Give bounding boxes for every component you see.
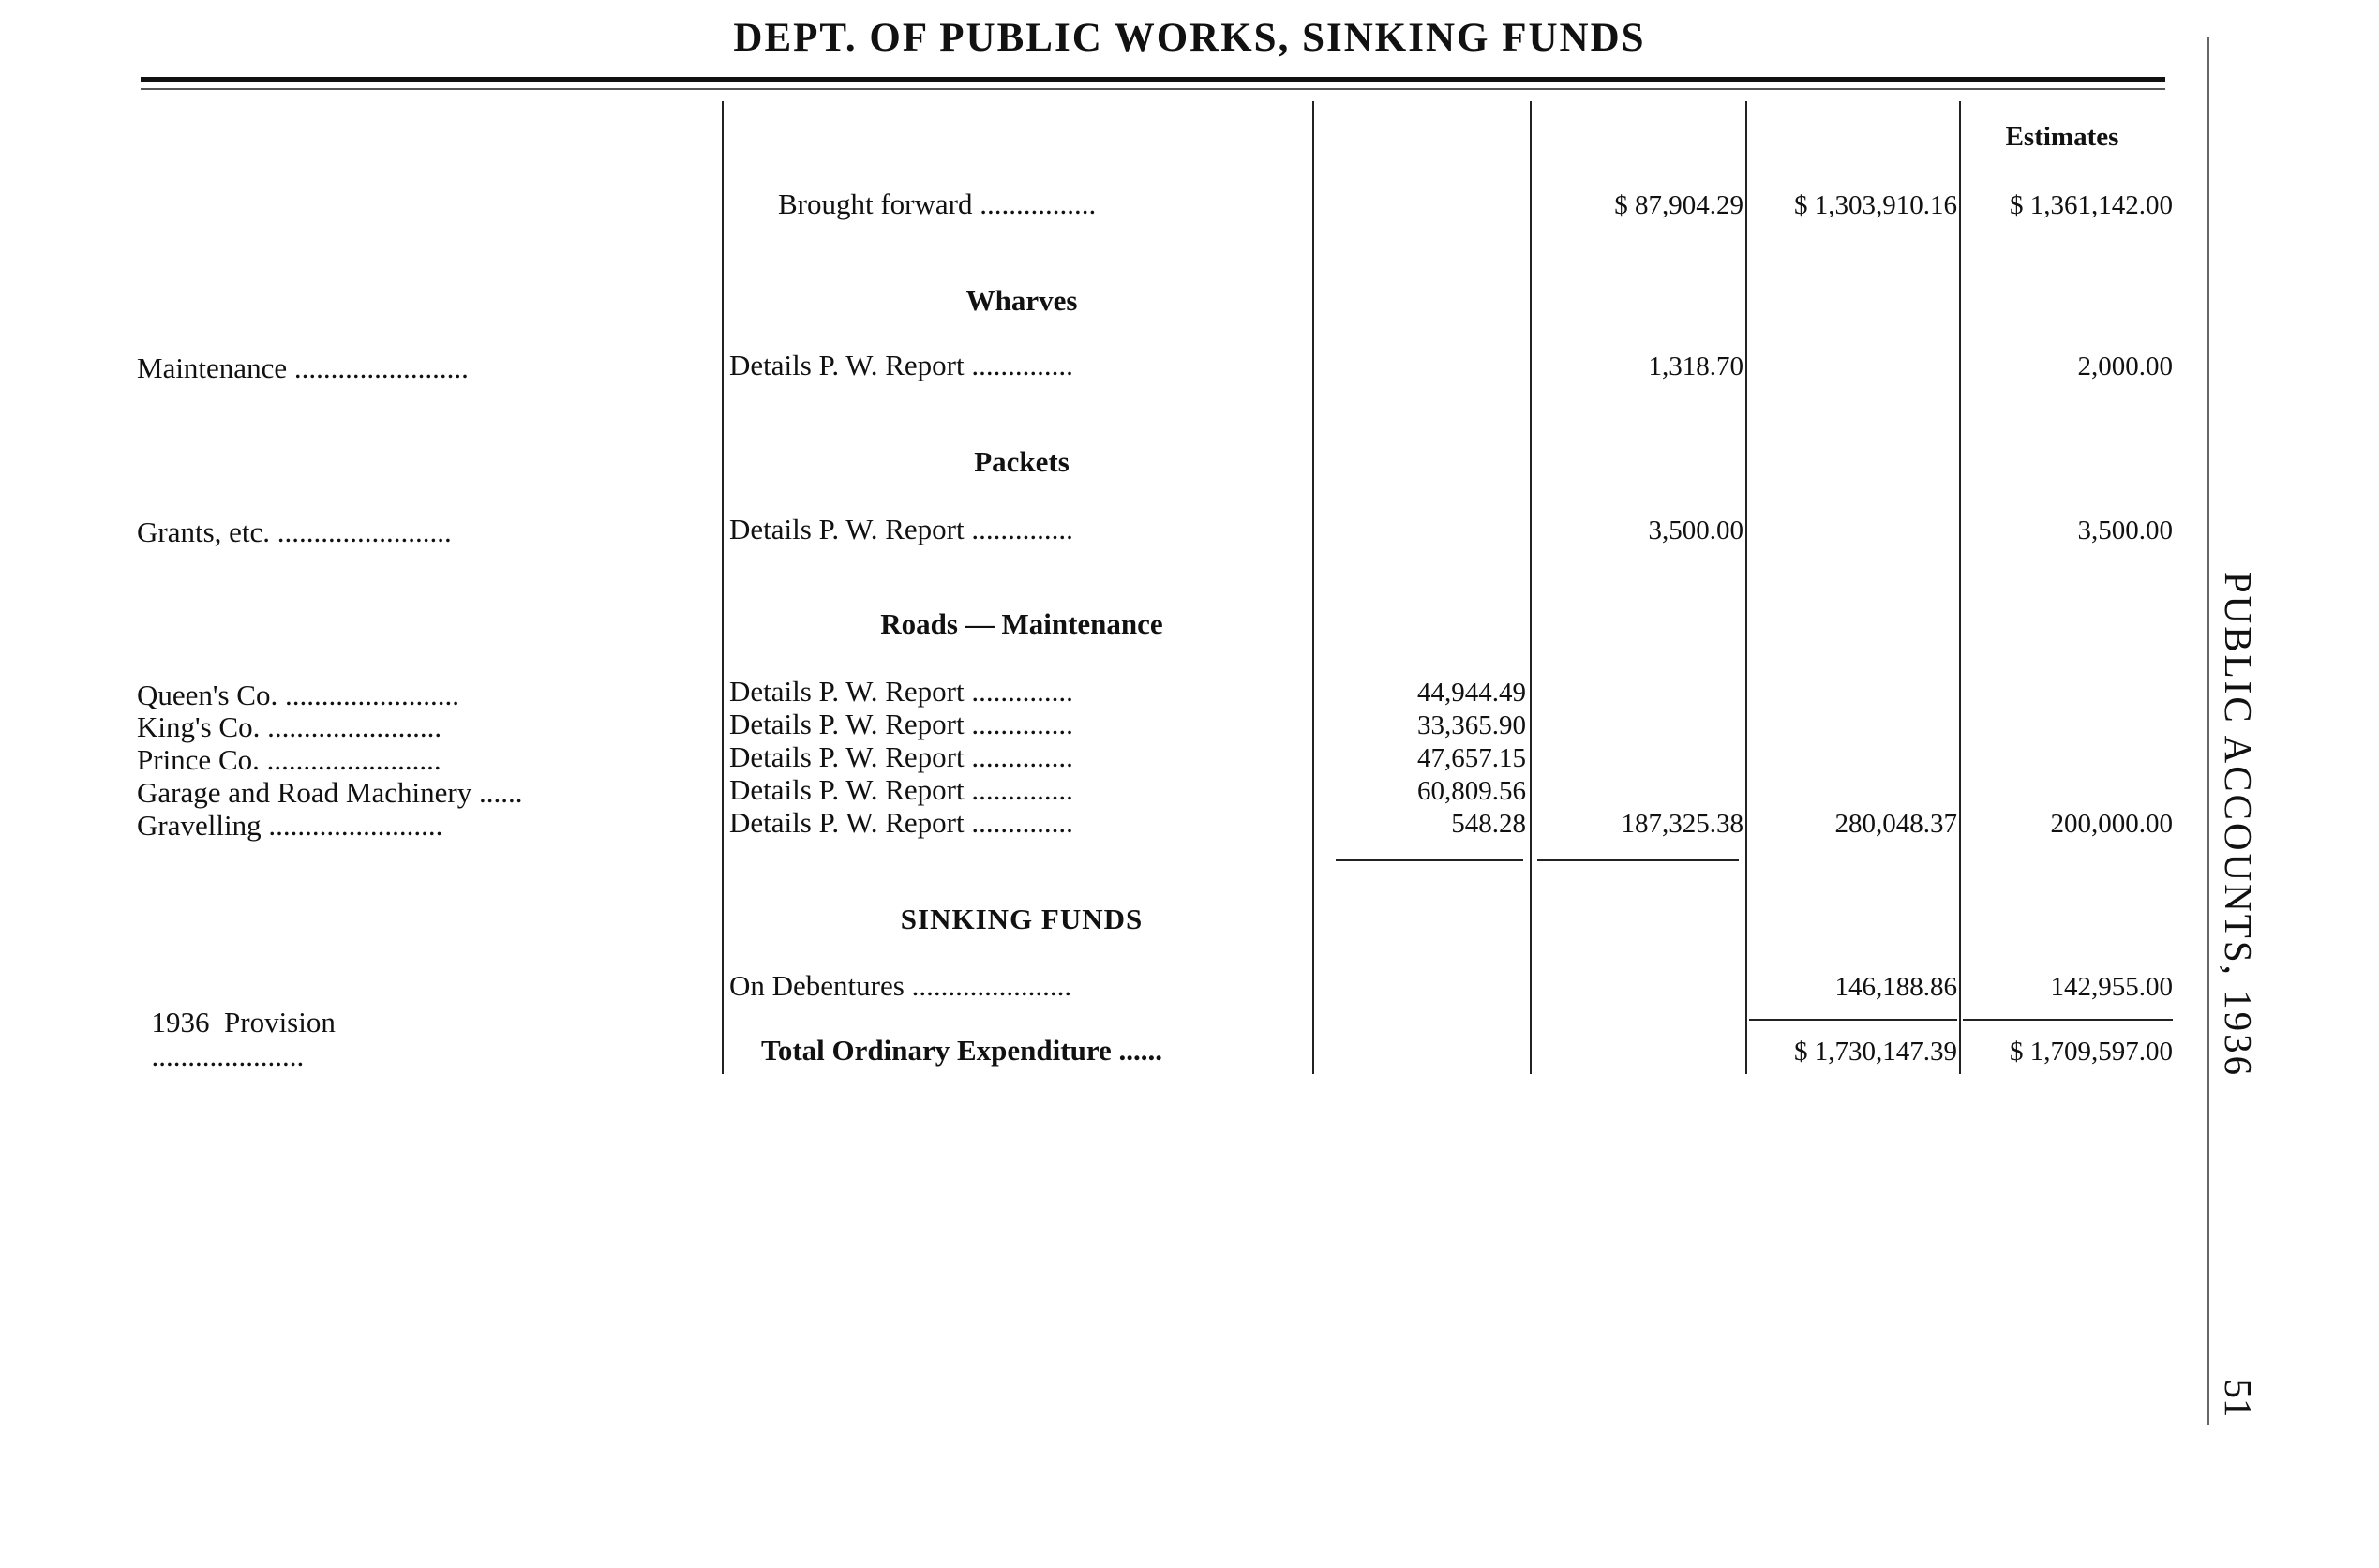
leader-dots: .............. — [971, 513, 1073, 545]
label-text: 1936 Provision — [151, 1006, 336, 1038]
row-prince-label — [137, 743, 441, 777]
leader-dots: ........................ — [267, 710, 442, 743]
row-garage-c2: 60,809.56 — [1417, 776, 1526, 806]
leader-dots: ...... — [478, 776, 523, 809]
label-text: King's Co. — [137, 710, 261, 743]
header-rule-thin — [141, 88, 2165, 90]
running-title: PUBLIC ACCOUNTS, 1936 — [2217, 571, 2260, 1079]
row-gravelling-desc — [729, 806, 1073, 840]
section-wharves: Wharves — [965, 284, 1078, 317]
label-text: Queen's Co. — [137, 679, 278, 711]
row-gravelling-label — [137, 809, 442, 843]
section-packets: Packets — [974, 445, 1070, 478]
estimates-header: Estimates — [2005, 122, 2119, 152]
column-rule-3 — [1530, 101, 1532, 1074]
total-rule-c4 — [1749, 1019, 1957, 1021]
row-queens-c2: 44,944.49 — [1417, 678, 1526, 708]
leader-dots: ........................ — [284, 679, 459, 711]
label-text: Grants, etc. — [137, 515, 271, 548]
brought-forward-label: Brought forward — [778, 187, 973, 220]
desc-text: Details P. W. Report — [729, 513, 965, 545]
section-roads: Roads — Maintenance — [880, 607, 1163, 640]
label-text: Prince Co. — [137, 743, 260, 776]
row-maintenance-c3: 1,318.70 — [1648, 351, 1743, 381]
row-queens-desc — [729, 675, 1073, 709]
brought-forward-c3: $ 87,904.29 — [1614, 190, 1743, 220]
column-rule-1 — [722, 101, 724, 1074]
row-provision-desc — [729, 969, 1071, 1003]
leader-dots: ........................ — [277, 515, 452, 548]
row-maintenance-desc — [729, 349, 1073, 382]
subtotal-rule-c3 — [1537, 859, 1739, 861]
total-rule-c5 — [1963, 1019, 2173, 1021]
desc-text: Details P. W. Report — [729, 806, 965, 839]
row-provision-c4: 146,188.86 — [1834, 972, 1957, 1002]
row-kings-label — [137, 710, 441, 744]
row-provision-c5: 142,955.00 — [2050, 972, 2173, 1002]
leader-dots: .............. — [971, 675, 1073, 708]
leader-dots: ...... — [1118, 1034, 1163, 1067]
page-title: DEPT. OF PUBLIC WORKS, SINKING FUNDS — [733, 16, 1646, 60]
total-c4: $ 1,730,147.39 — [1794, 1037, 1957, 1067]
desc-text: Details P. W. Report — [729, 708, 965, 740]
page-number: 51 — [2217, 1379, 2260, 1418]
header-rule-thick — [141, 77, 2165, 82]
leader-dots: .............. — [971, 740, 1073, 773]
leader-dots: ................ — [980, 187, 1097, 220]
row-prince-c2: 47,657.15 — [1417, 743, 1526, 773]
row-grants-c3: 3,500.00 — [1648, 515, 1743, 545]
column-rule-4 — [1745, 101, 1747, 1074]
subtotal-rule-c2 — [1336, 859, 1523, 861]
row-kings-desc — [729, 708, 1073, 741]
leader-dots: ...................... — [911, 969, 1072, 1002]
row-garage-desc — [729, 773, 1073, 807]
row-maintenance-c5: 2,000.00 — [2077, 351, 2173, 381]
row-queens-label — [137, 679, 459, 712]
total-desc — [761, 1034, 1162, 1068]
leader-dots: ..................... — [151, 1039, 305, 1072]
desc-text: Details P. W. Report — [729, 773, 965, 806]
brought-forward-c4: $ 1,303,910.16 — [1794, 190, 1957, 220]
leader-dots: .............. — [971, 349, 1073, 381]
total-c5: $ 1,709,597.00 — [2010, 1037, 2173, 1067]
column-rule-2 — [1312, 101, 1314, 1074]
row-gravelling-c5: 200,000.00 — [2050, 809, 2173, 839]
label-text: Maintenance — [137, 351, 288, 384]
desc-text: On Debentures — [729, 969, 905, 1002]
leader-dots: .............. — [971, 773, 1073, 806]
margin-rule — [2207, 37, 2209, 1425]
column-rule-5 — [1959, 101, 1961, 1074]
row-grants-c5: 3,500.00 — [2077, 515, 2173, 545]
leader-dots: ........................ — [266, 743, 441, 776]
label-text: Garage and Road Machinery — [137, 776, 472, 809]
row-gravelling-c4: 280,048.37 — [1834, 809, 1957, 839]
leader-dots: .............. — [971, 806, 1073, 839]
label-text: Gravelling — [137, 809, 262, 842]
row-gravelling-c3: 187,325.38 — [1621, 809, 1743, 839]
row-kings-c2: 33,365.90 — [1417, 710, 1526, 740]
desc-text: Details P. W. Report — [729, 675, 965, 708]
row-prince-desc — [729, 740, 1073, 774]
row-maintenance-label — [137, 351, 469, 385]
total-label: Total Ordinary Expenditure — [761, 1034, 1112, 1067]
brought-forward-c5: $ 1,361,142.00 — [2010, 190, 2173, 220]
section-sinking-funds: SINKING FUNDS — [900, 903, 1144, 935]
leader-dots: ........................ — [293, 351, 469, 384]
leader-dots: .............. — [971, 708, 1073, 740]
desc-text: Details P. W. Report — [729, 740, 965, 773]
row-grants-label — [137, 515, 452, 549]
row-gravelling-c2: 548.28 — [1451, 809, 1526, 839]
row-grants-desc — [729, 513, 1073, 546]
row-provision-label — [137, 972, 336, 1073]
desc-text: Details P. W. Report — [729, 349, 965, 381]
leader-dots: ........................ — [268, 809, 443, 842]
brought-forward-desc — [778, 187, 1096, 221]
row-garage-label — [137, 776, 522, 810]
